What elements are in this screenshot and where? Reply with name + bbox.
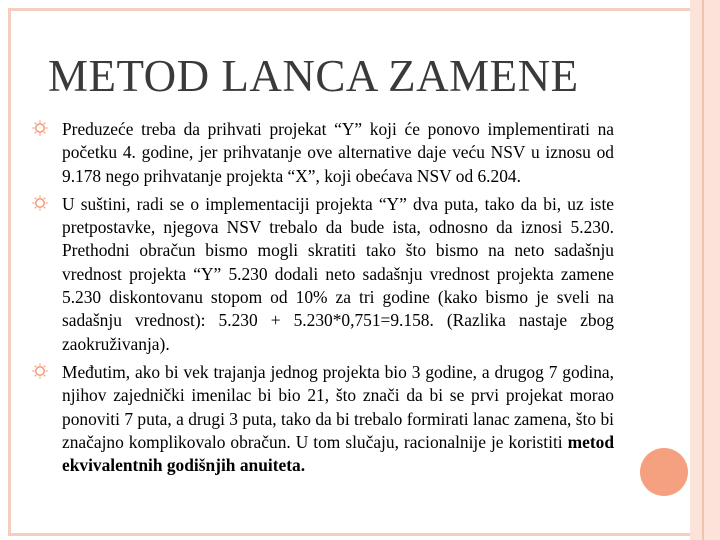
bullet-list bbox=[30, 118, 614, 482]
decorative-side-line bbox=[702, 0, 704, 540]
sun-ring-icon bbox=[32, 363, 48, 379]
decorative-side-band bbox=[690, 0, 720, 540]
bullet-item bbox=[30, 118, 614, 188]
bullet-bold-text: metod ekvivalentnih godišnjih anuiteta. bbox=[62, 431, 614, 476]
slide-title: METOD LANCA ZAMENE bbox=[48, 51, 579, 101]
bullet-text: Preduzeće treba da prihvati projekat “Y” koji će ponovo implementirati na početku 4. godine, jer prihvatanje ove alternative daje veću NSV u iznosu od 9.178 nego prihvatanje projekta “X”, koji obećava NSV od 6.204. bbox=[62, 119, 614, 186]
sun-ring-icon bbox=[32, 195, 48, 211]
sun-ring-icon bbox=[32, 120, 48, 136]
decorative-circle bbox=[640, 448, 688, 496]
bullet-text: Međutim, ako bi vek trajanja jednog projekta bio 3 godine, a drugog 7 godina, njihov zajednički imenilac bi bio 21, što znači da bi se prvi projekat morao ponoviti 7 puta, a drugi 3 puta, tako da bi trebalo formirati lanac zamena, što bi značajno komplikovalo obračun. U tom slučaju, racionalnije je koristiti bbox=[62, 361, 614, 452]
bullet-text: U suštini, radi se o implementaciji projekta “Y” dva puta, tako da bi, uz iste pretpostavke, njegova NSV trebalo da bude ista, odnosno da iznosi 5.230. Prethodni obračun bismo mogli skratiti tako što bismo na neto sadašnju vrednost projekta “Y” 5.230 dodali neto sadašnju vrednost projekta zamene 5.230 diskontovanu stopom od 10% za tri godine (kako bismo je sveli na sadašnju vrednost): 5.230 + 5.230*0,751=9.158. (Razlika nastaje zbog zaokruživanja). bbox=[62, 193, 614, 354]
bullet-item bbox=[30, 193, 614, 356]
bullet-item bbox=[30, 361, 614, 477]
